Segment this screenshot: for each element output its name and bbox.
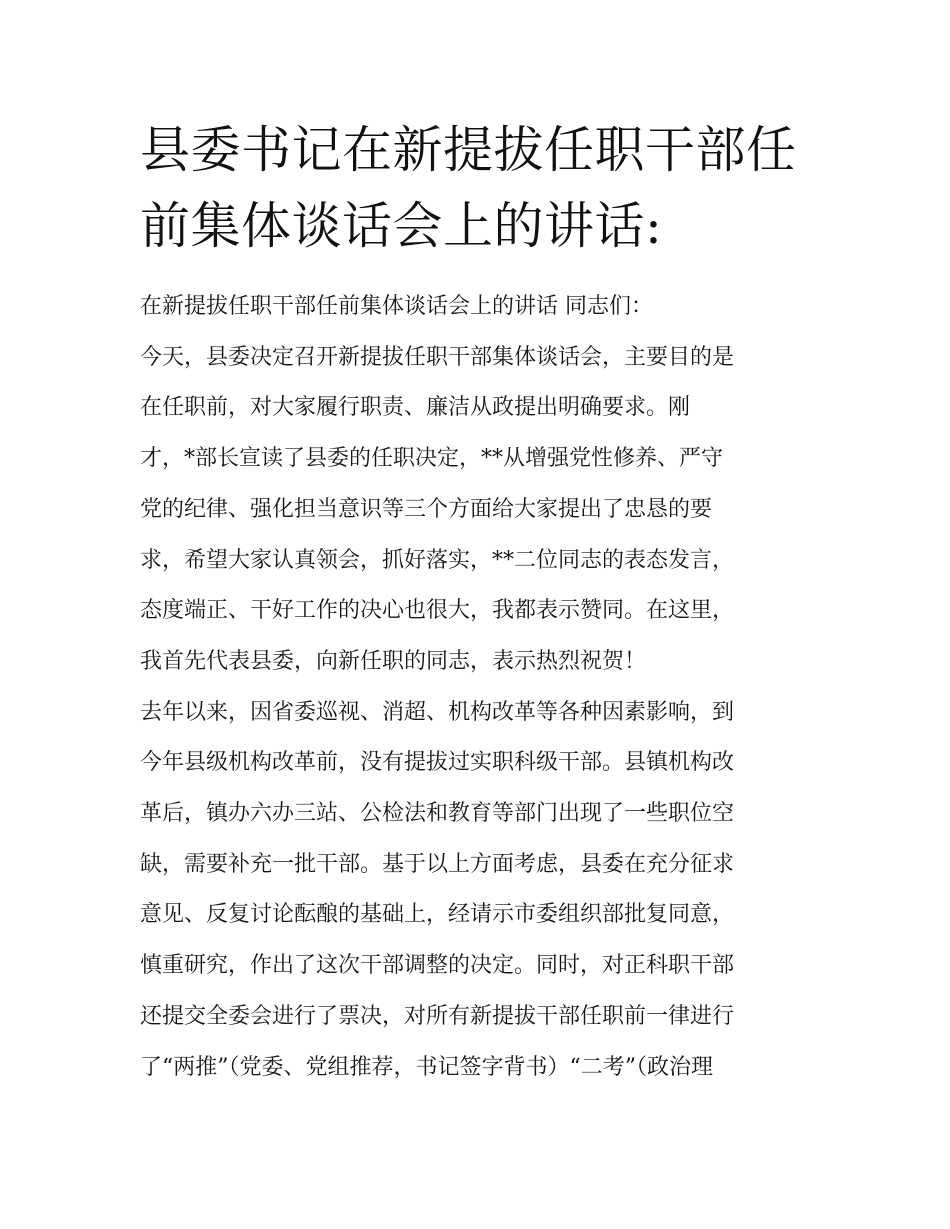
body-line: 意见、反复讨论酝酿的基础上，经请示市委组织部批复同意， bbox=[140, 902, 735, 928]
body-line: 革后，镇办六办三站、公检法和教育等部门出现了一些职位空 bbox=[140, 801, 735, 827]
body-line: 态度端正、干好工作的决心也很大，我都表示赞同。在这里， bbox=[140, 598, 735, 624]
body-line: 求，希望大家认真领会，抓好落实，**二位同志的表态发言， bbox=[140, 547, 735, 573]
body-line: 慎重研究，作出了这次干部调整的决定。同时，对正科职干部 bbox=[140, 953, 735, 979]
body-line: 了“两推”（党委、党组推荐，书记签字背书）“二考”（政治理 bbox=[140, 1054, 713, 1080]
body-line: 还提交全委会进行了票决，对所有新提拔干部任职前一律进行 bbox=[140, 1003, 735, 1029]
body-line: 在任职前，对大家履行职责、廉洁从政提出明确要求。刚 bbox=[140, 395, 691, 421]
body-line: 缺，需要补充一批干部。基于以上方面考虑，县委在充分征求 bbox=[140, 851, 735, 877]
body-line: 今天，县委决定召开新提拔任职干部集体谈话会，主要目的是 bbox=[140, 344, 735, 370]
body-line: 今年县级机构改革前，没有提拔过实职科级干部。县镇机构改 bbox=[140, 750, 735, 776]
document-body bbox=[140, 282, 812, 1093]
title-line: 县委书记在新提拔任职干部任 bbox=[140, 121, 797, 179]
body-line: 才，*部长宣读了县委的任职决定，**从增强党性修养、严守 bbox=[140, 446, 724, 472]
body-line: 去年以来，因省委巡视、消超、机构改革等各种因素影响，到 bbox=[140, 699, 735, 725]
body-line: 我首先代表县委，向新任职的同志，表示热烈祝贺！ bbox=[140, 648, 647, 674]
body-line: 党的纪律、强化担当意识等三个方面给大家提出了忠恳的要 bbox=[140, 496, 713, 522]
document-title bbox=[140, 112, 812, 264]
title-line: 前集体谈话会上的讲话: bbox=[140, 197, 663, 255]
body-line: 在新提拔任职干部任前集体谈话会上的讲话 同志们： bbox=[140, 294, 653, 319]
